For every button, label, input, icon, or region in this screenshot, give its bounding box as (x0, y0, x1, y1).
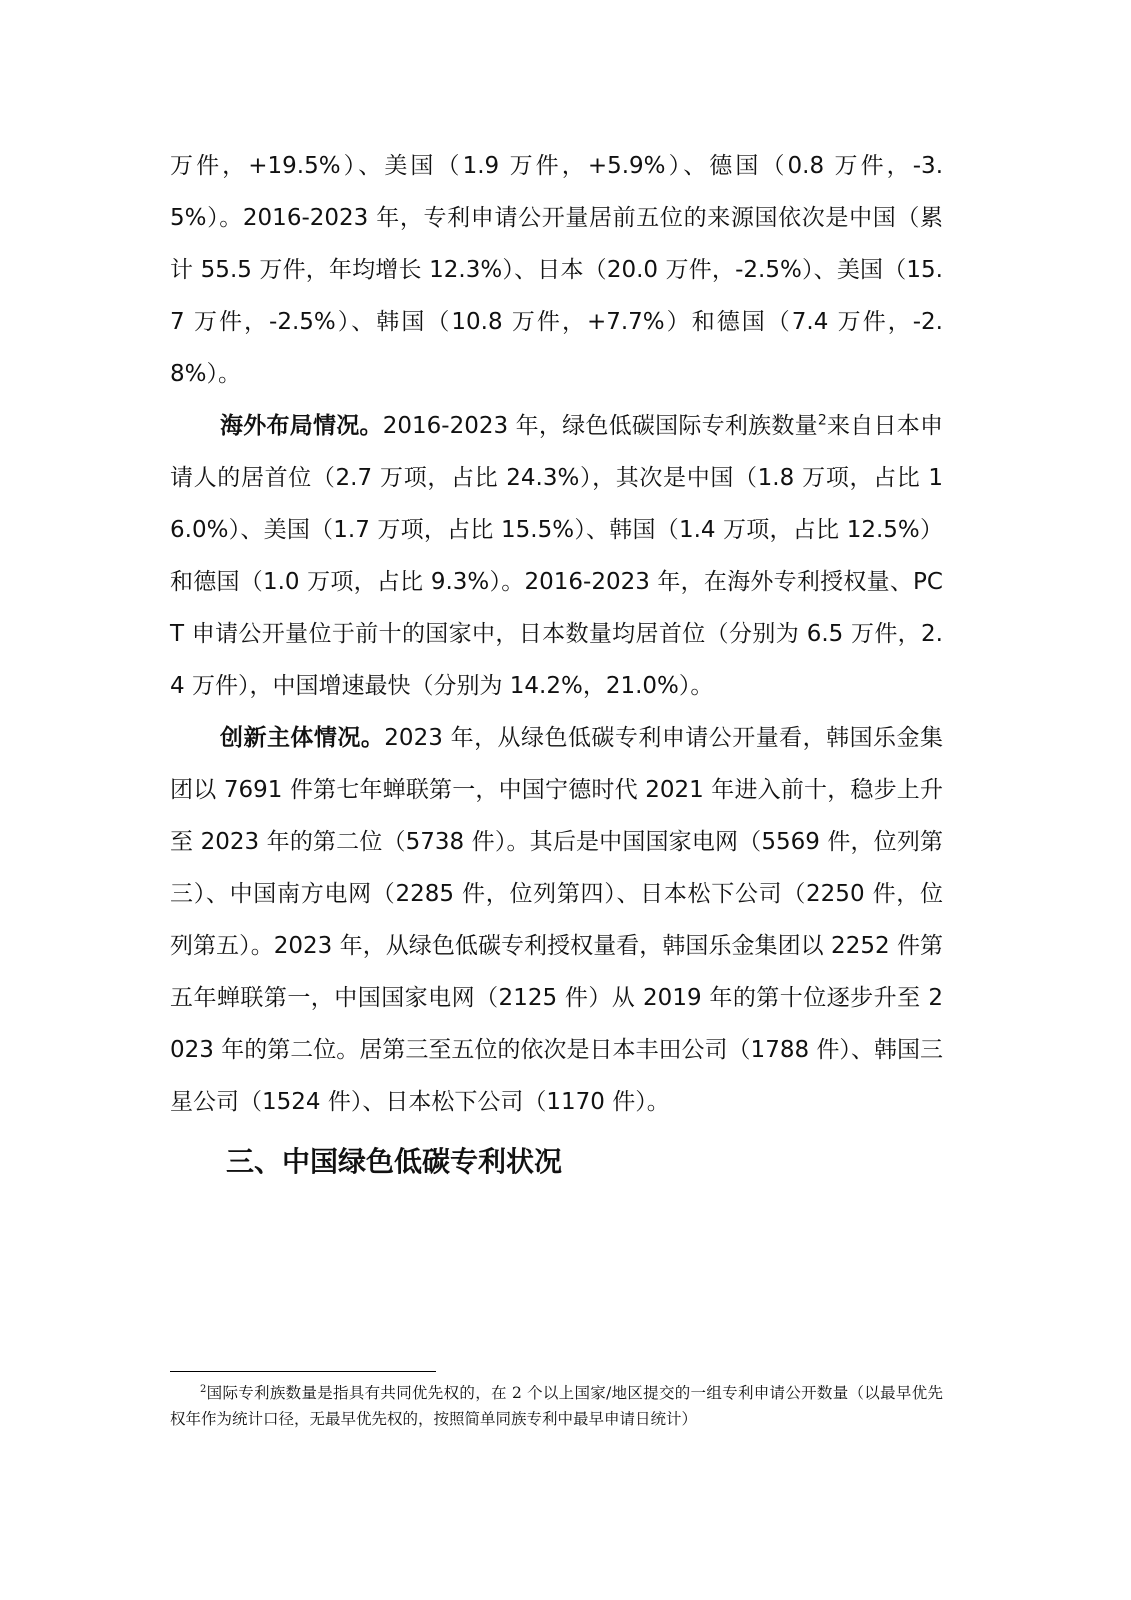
footnote (170, 1380, 943, 1432)
paragraph-text: 2016-2023 年，绿色低碳国际专利族数量 (382, 413, 818, 439)
footnote-reference[interactable]: 2 (817, 412, 827, 429)
paragraph-continuation (170, 140, 943, 400)
paragraph-lead: 海外布局情况。 (220, 413, 383, 439)
footnote-mark: 2 (200, 1383, 207, 1395)
paragraph-text: 万件，+19.5%）、美国（1.9 万件，+5.9%）、德国（0.8 万件，-3.5%）。2016-2023 年，专利申请公开量居前五位的来源国依次是中国（累计 55.5 万件，年均增长 12.3%）、日本（20.0 万件，-2.5%）、美国（15.7 万件，-2.5%）、韩国（10.8 万件，+7.7%）和德国（7.4 万件，-2.8%）。 (170, 153, 943, 387)
body-text (170, 140, 943, 1190)
paragraph-innovation-entities (170, 712, 943, 1128)
section-heading: 三、中国绿色低碳专利状况 (226, 1145, 563, 1178)
footnote-text: 国际专利族数量是指具有共同优先权的，在 2 个以上国家/地区提交的一组专利申请公开数量（以最早优先权年作为统计口径，无最早优先权的，按照简单同族专利中最早申请日统计） (170, 1384, 943, 1428)
footnote-divider (170, 1371, 436, 1372)
paragraph-lead: 创新主体情况。 (220, 725, 385, 751)
paragraph-text: 2023 年，从绿色低碳专利申请公开量看，韩国乐金集团以 7691 件第七年蝉联第一，中国宁德时代 2021 年进入前十，稳步上升至 2023 年的第二位（5738 件）。其后是中国国家电网（5569 件，位列第三）、中国南方电网（2285 件，位列第四）、日本松下公司（2250 件，位列第五）。2023 年，从绿色低碳专利授权量看，韩国乐金集团以 2252 件第五年蝉联第一，中国国家电网（2125 件）从 2019 年的第十位逐步升至 2023 年的第二位。居第三至五位的依次是日本丰田公司（1788 件）、韩国三星公司（1524 件）、日本松下公司（1170 件）。 (170, 725, 943, 1115)
paragraph-text: 来自日本申请人的居首位（2.7 万项，占比 24.3%），其次是中国（1.8 万项，占比 16.0%）、美国（1.7 万项，占比 15.5%）、韩国（1.4 万项，占比 12.5%）和德国（1.0 万项，占比 9.3%）。2016-2023 年，在海外专利授权量、PCT 申请公开量位于前十的国家中，日本数量均居首位（分别为 6.5 万件，2.4 万件），中国增速最快（分别为 14.2%，21.0%）。 (170, 413, 944, 699)
paragraph-overseas-layout (170, 400, 943, 712)
